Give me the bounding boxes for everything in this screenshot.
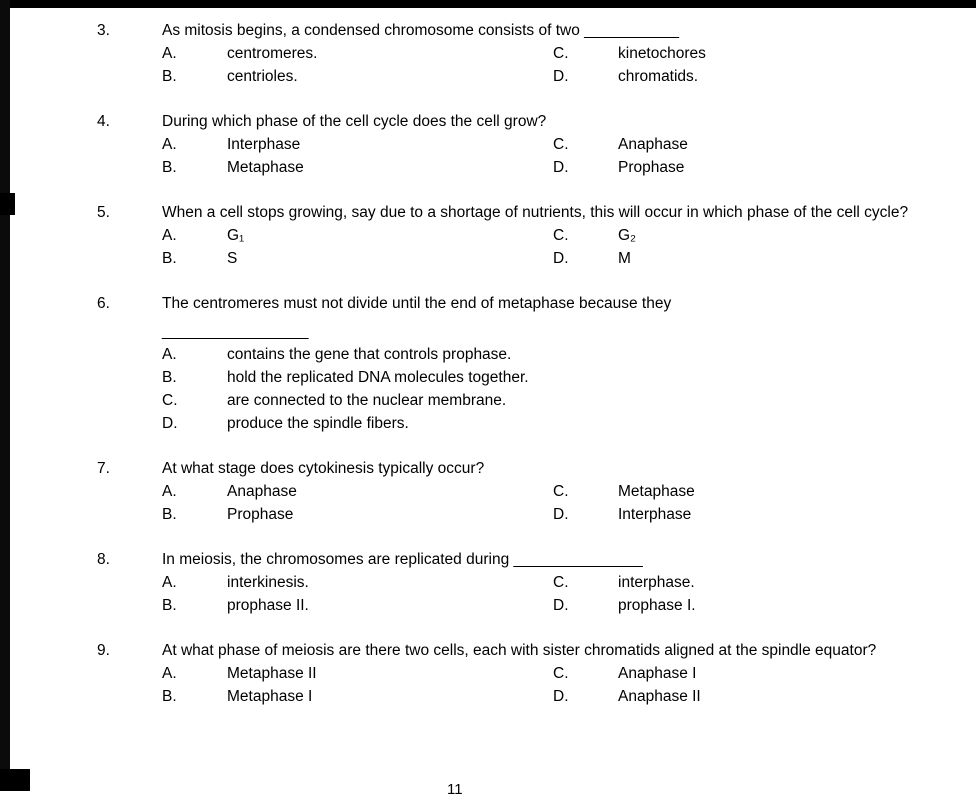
option-text: Metaphase <box>227 159 304 176</box>
option-text: G₁ <box>227 227 245 244</box>
option-letter: B. <box>162 159 177 176</box>
option-letter: C. <box>553 45 569 62</box>
scan-artifact-corner <box>0 769 30 791</box>
option <box>162 412 945 435</box>
option-letter: C. <box>553 483 569 500</box>
option-letter: A. <box>162 136 177 153</box>
question <box>97 457 945 526</box>
question-text: At what phase of meiosis are there two cells, each with sister chromatids aligned at the spindle equator? <box>162 642 877 659</box>
option-text: Anaphase I <box>618 665 697 682</box>
option-letter: D. <box>553 688 569 705</box>
question <box>97 639 945 708</box>
question-text: When a cell stops growing, say due to a shortage of nutrients, this will occur in which phase of the cell cycle? <box>162 204 909 221</box>
question-text: During which phase of the cell cycle does the cell grow? <box>162 113 547 130</box>
option <box>162 156 553 179</box>
option-letter: C. <box>553 665 569 682</box>
option-text: hold the replicated DNA molecules together. <box>227 369 529 386</box>
option <box>162 247 553 270</box>
option <box>162 343 945 366</box>
question <box>97 110 945 179</box>
options-list <box>162 343 945 435</box>
option-letter: C. <box>553 227 569 244</box>
answer-blank: _________________ <box>162 323 309 340</box>
option <box>553 662 945 685</box>
option <box>553 65 945 88</box>
option <box>162 503 553 526</box>
option-text: G₂ <box>618 227 637 244</box>
options-list <box>162 571 945 617</box>
question-number: 6. <box>97 295 110 312</box>
scan-edge-top <box>0 0 976 8</box>
question-text: At what stage does cytokinesis typically occur? <box>162 460 485 477</box>
option-letter: B. <box>162 688 177 705</box>
question-text: The centromeres must not divide until the end of metaphase because they <box>162 295 672 312</box>
option-letter: B. <box>162 250 177 267</box>
option-text: S <box>227 250 238 267</box>
page-number: 11 <box>447 781 463 798</box>
question-number: 3. <box>97 22 110 39</box>
option <box>553 224 945 247</box>
option <box>162 389 945 412</box>
options-list <box>162 42 945 88</box>
option <box>553 247 945 270</box>
option-text: Prophase <box>618 159 685 176</box>
option-letter: D. <box>553 68 569 85</box>
option-text: Anaphase II <box>618 688 701 705</box>
options-list <box>162 662 945 708</box>
option <box>162 480 553 503</box>
option-text: Interphase <box>618 506 692 523</box>
option-text: Metaphase I <box>227 688 313 705</box>
option-letter: D. <box>162 415 178 432</box>
question <box>97 19 945 88</box>
option-letter: D. <box>553 159 569 176</box>
options-list <box>162 480 945 526</box>
option-letter: D. <box>553 506 569 523</box>
option <box>162 42 553 65</box>
scan-artifact-notch <box>0 193 15 215</box>
option-text: contains the gene that controls prophase. <box>227 346 512 363</box>
option-letter: A. <box>162 346 177 363</box>
option-text: Interphase <box>227 136 301 153</box>
option <box>162 133 553 156</box>
option <box>553 42 945 65</box>
option-text: chromatids. <box>618 68 699 85</box>
option-letter: C. <box>553 136 569 153</box>
question-number: 8. <box>97 551 110 568</box>
option <box>553 571 945 594</box>
option-text: kinetochores <box>618 45 706 62</box>
question-text: As mitosis begins, a condensed chromosome consists of two ___________ <box>162 22 679 39</box>
option-text: Metaphase II <box>227 665 317 682</box>
option-text: are connected to the nuclear membrane. <box>227 392 507 409</box>
option <box>162 594 553 617</box>
question-number: 4. <box>97 113 110 130</box>
question-text: In meiosis, the chromosomes are replicated during _______________ <box>162 551 643 568</box>
option-letter: A. <box>162 483 177 500</box>
option-letter: B. <box>162 369 177 386</box>
option <box>553 133 945 156</box>
scan-edge-left <box>0 0 10 791</box>
option-letter: A. <box>162 574 177 591</box>
question <box>97 201 945 270</box>
option-text: Metaphase <box>618 483 695 500</box>
option-text: Prophase <box>227 506 294 523</box>
option <box>553 594 945 617</box>
option-text: produce the spindle fibers. <box>227 415 409 432</box>
option-text: prophase II. <box>227 597 309 614</box>
question-number: 9. <box>97 642 110 659</box>
option-letter: C. <box>162 392 178 409</box>
option-letter: A. <box>162 227 177 244</box>
option-letter: C. <box>553 574 569 591</box>
option-text: centromeres. <box>227 45 318 62</box>
options-list <box>162 133 945 179</box>
question-number: 7. <box>97 460 110 477</box>
option <box>553 685 945 708</box>
option-text: centrioles. <box>227 68 298 85</box>
option <box>162 571 553 594</box>
option <box>553 503 945 526</box>
option <box>162 662 553 685</box>
option-text: Anaphase <box>618 136 688 153</box>
question <box>97 548 945 617</box>
options-list <box>162 224 945 270</box>
option <box>162 685 553 708</box>
option-text: M <box>618 250 631 267</box>
option-text: interkinesis. <box>227 574 309 591</box>
option <box>553 480 945 503</box>
option <box>162 65 553 88</box>
question <box>97 292 945 435</box>
option-letter: B. <box>162 506 177 523</box>
option-letter: A. <box>162 665 177 682</box>
option <box>162 224 553 247</box>
option-letter: D. <box>553 597 569 614</box>
option <box>553 156 945 179</box>
option-letter: A. <box>162 45 177 62</box>
question-number: 5. <box>97 204 110 221</box>
option-letter: B. <box>162 597 177 614</box>
option-text: prophase I. <box>618 597 696 614</box>
option-text: interphase. <box>618 574 695 591</box>
option-text: Anaphase <box>227 483 297 500</box>
option <box>162 366 945 389</box>
option-letter: B. <box>162 68 177 85</box>
option-letter: D. <box>553 250 569 267</box>
